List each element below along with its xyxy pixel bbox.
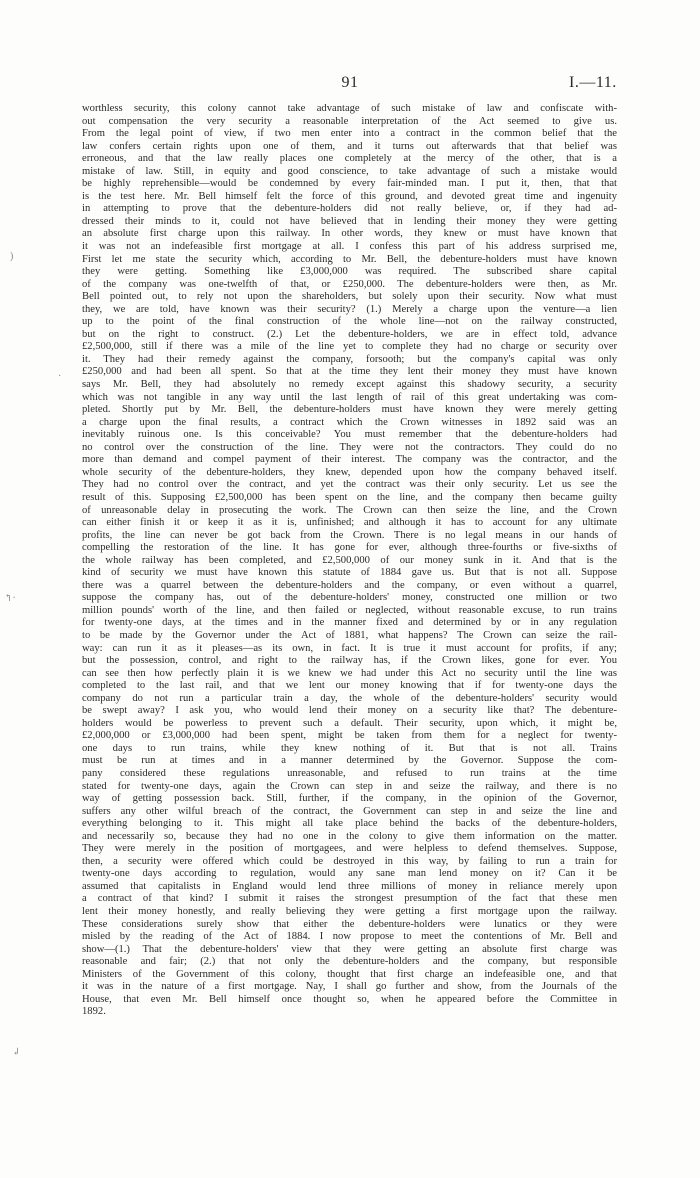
text-line: up to the point of the final construction of the whole line—not on the railway constructed,	[82, 316, 617, 328]
text-line: is the test here. Mr. Bell himself felt the force of this ground, and devoted great time and ingenuity	[82, 190, 617, 202]
text-line: everything belonging to it. This might all take place behind the backs of the debenture-holders,	[82, 818, 617, 830]
text-line: kind of security we must have known this statute of 1884 gave us. But that is not all. Suppose	[82, 567, 617, 579]
margin-mark-4: ↲	[12, 1047, 21, 1058]
text-line: says Mr. Bell, they had absolutely no remedy except against this shadowy security, a security	[82, 379, 617, 391]
text-line: inevitably ruinous one. Is this conceivable? You must remember that the debenture-holders had	[82, 429, 617, 441]
text-line: of unreasonable delay in prosecuting the work. The Crown can then seize the line, and the Crown	[82, 504, 617, 516]
text-line: 1892.	[82, 1006, 106, 1018]
text-line: mistake of law. Still, in equity and good conscience, to take advantage of such a mistake would	[82, 165, 617, 177]
text-line: £250,000 and had been all spent. So that at the time they lent their money they must have known	[82, 366, 617, 378]
text-line: profits, the line can never be got back from the Crown. There is no legal means in our hands of	[82, 529, 617, 541]
text-line: in attempting to prove that the debenture-holders did not really believe, or, if they had ad-	[82, 203, 617, 215]
margin-mark-1: )	[10, 251, 14, 262]
text-line: there was a quarrel between the debenture-holders and the company, or even without a quarrel,	[82, 579, 617, 591]
text-line: they, we are told, have known was their security? (1.) Merely a charge upon the venture—a lien	[82, 303, 617, 315]
text-line: House, that even Mr. Bell himself once thought so, when he appeared before the Committee in	[82, 993, 617, 1005]
text-line: holders would be powerless to prevent such a default. Their security, upon which, it might be,	[82, 717, 617, 729]
text-line: suppose the company has, out of the debenture-holders' money, constructed one million or two	[82, 592, 617, 604]
text-line: Bell pointed out, to rely not upon the shareholders, but solely upon their security. Now what must	[82, 291, 617, 303]
text-line: worthless security, this colony cannot take advantage of such mistake of law and confiscate with-	[82, 103, 617, 114]
page-number: 91	[341, 74, 359, 91]
text-line: result of this. Supposing £2,500,000 has been spent on the line, and the company then became guilty	[82, 491, 617, 503]
text-line: assumed that capitalists in England would lend three millions of money in reliance merely upon	[82, 880, 617, 892]
text-line: £2,500,000, still if there was a mile of the line yet to complete they had no charge or security over	[82, 341, 617, 353]
text-line: no control over the construction of the line. They were not the contractors. They could do no	[82, 441, 617, 453]
text-line: then, a security were offered which could be destroyed in this way, by failing to run a train for	[82, 855, 617, 867]
text-line: an absolute first charge upon this railway. In other words, they knew or must have known that	[82, 228, 617, 240]
text-line: They had no control over the contract, and yet the contract was their only security. Let us see the	[82, 479, 617, 491]
text-line: it was not an indefeasible first mortgage at all. I confess this part of his address surprised me,	[82, 241, 617, 253]
text-line: whole security of the debenture-holders, they knew, depended upon how the company behaved itself.	[82, 466, 617, 478]
text-line: must be run at times and in a manner determined by the Governor. Suppose the com-	[82, 755, 617, 767]
text-line: pleted. Shortly put by Mr. Bell, the debenture-holders must have known they were merely getting	[82, 404, 617, 416]
text-line: law confers certain rights upon one of them, and it turns out afterwards that that belief was	[82, 140, 617, 152]
text-line: erroneous, and that the law really places one completely at the mercy of the other, that is a	[82, 153, 617, 165]
text-line: stated for twenty-one days, again the Crown can step in and seize the railway, and there is no	[82, 780, 617, 792]
text-line: misled by the reading of the Act of 1884. I now propose to meet the contentions of Mr. Bell and	[82, 931, 617, 943]
text-line: but the possession, control, and right to the railway has, if the Crown likes, gone for ever. You	[82, 655, 617, 667]
text-line: to be made by the Governor under the Act of 1881, what happens? The Crown can seize the rail-	[82, 629, 617, 641]
text-line: million pounds' worth of the line, and then failed or neglected, without reasonable excuse, to run trains	[82, 604, 617, 616]
text-line: From the legal point of view, if two men enter into a contract in the common belief that the	[82, 128, 617, 140]
text-line: compelling the restoration of the line. It has gone for ever, although three-fourths or five-sixths of	[82, 542, 617, 554]
text-line: show—(1.) That the debenture-holders' view that they were getting an absolute first charge was	[82, 943, 617, 955]
text-line: can either finish it or keep it as it is, unfinished; and although it has to account for any ultimate	[82, 517, 617, 529]
document-reference: I.—11.	[569, 74, 617, 91]
text-line: way: can run it as it pleases—as its own, in fact. It is true it must account for profits, if any;	[82, 642, 617, 654]
text-line: but on the right to construct. (2.) Let the debenture-holders, we are in effect told, advance	[82, 328, 617, 340]
text-line: reasonable and fair; (2.) that not only the debenture-holders and the company, but responsible	[82, 956, 617, 968]
text-line: the whole railway has been completed, and £2,500,000 of our money sunk in it. And that is the	[82, 554, 617, 566]
text-line: twenty-one days according to regulation, would any sane man lend money on it? Can it be	[82, 868, 617, 880]
text-line: be highly reprehensible—would be condemned by every fair-minded man. I put it, then, that that	[82, 178, 617, 190]
text-line: more than demand and compel payment of their interest. The company was the contractor, and the	[82, 454, 617, 466]
body-text	[82, 103, 617, 1019]
text-line: be swept away? I ask you, who would lend their money on a security like that? The debenture-	[82, 705, 617, 717]
text-line: a charge upon the final results, a contract which the Crown witnesses in 1892 said was an	[82, 416, 617, 428]
text-line: it. They had their remedy against the company, forsooth; but the company's capital was only	[82, 353, 617, 365]
text-line: which was not tangible in any way until the last length of rail of this great undertaking was com-	[82, 391, 617, 403]
text-line: way of getting possession back. Still, further, if the company, in the opinion of the Governor,	[82, 793, 617, 805]
margin-mark-2: ·	[58, 371, 62, 382]
text-line: £2,000,000 or £3,000,000 had been spent, might be taken from them for a neglect for twenty-	[82, 730, 617, 742]
text-line: First let me state the security which, according to Mr. Bell, the debenture-holders must have known	[82, 253, 617, 265]
text-line: it was in the nature of a first mortgage. Nay, I shall go further and show, from the Journals of the	[82, 981, 617, 993]
text-line: completed to the last rail, and that we lent our money knowing that if for twenty-one days the	[82, 680, 617, 692]
text-line: and necessarily so, because they had no one in the colony to give them information on the matter.	[82, 830, 617, 842]
text-line: These considerations surely show that either the debenture-holders were lunatics or they were	[82, 918, 617, 930]
text-line: out compensation the very security a reasonable interpretation of the Act seemed to give us.	[82, 115, 617, 127]
text-line: suffers any other wilful breach of the contract, the Government can step in and seize the line and	[82, 805, 617, 817]
text-line: a contract of that kind? I submit it raises the strongest presumption of the fact that these men	[82, 893, 617, 905]
text-line: can see then how perfectly plain it is we knew we had under this Act no security until the line was	[82, 667, 617, 679]
text-line: one days to run trains, while they knew nothing of it. But that is not all. Trains	[82, 742, 617, 754]
margin-mark-3: ↰·	[4, 593, 16, 604]
text-line: of the company was one-twelfth of that, or £250,000. The debenture-holders were then, as Mr.	[82, 278, 617, 290]
text-line: lent their money honestly, and really believing they were getting a first mortgage upon the railway.	[82, 906, 617, 917]
text-line: They were merely in the position of mortgagees, and were helpless to defend themselves. Suppose,	[82, 843, 617, 855]
text-line: dressed their minds to it, could not have believed that in lending their money they were getting	[82, 215, 617, 227]
text-line: they were getting. Something like £3,000,000 was required. The subscribed share capital	[82, 266, 617, 278]
text-line: Ministers of the Government of this colony, thought that first charge an indefeasible one, and that	[82, 968, 617, 980]
text-line: for twenty-one days, at the times and in the manner fixed and determined by or in any regulation	[82, 617, 617, 629]
text-line: company do not run a particular train a day, the whole of the debenture-holders' security would	[82, 692, 617, 704]
text-line: pany considered these regulations unreasonable, and refused to run trains at the time	[82, 767, 617, 779]
